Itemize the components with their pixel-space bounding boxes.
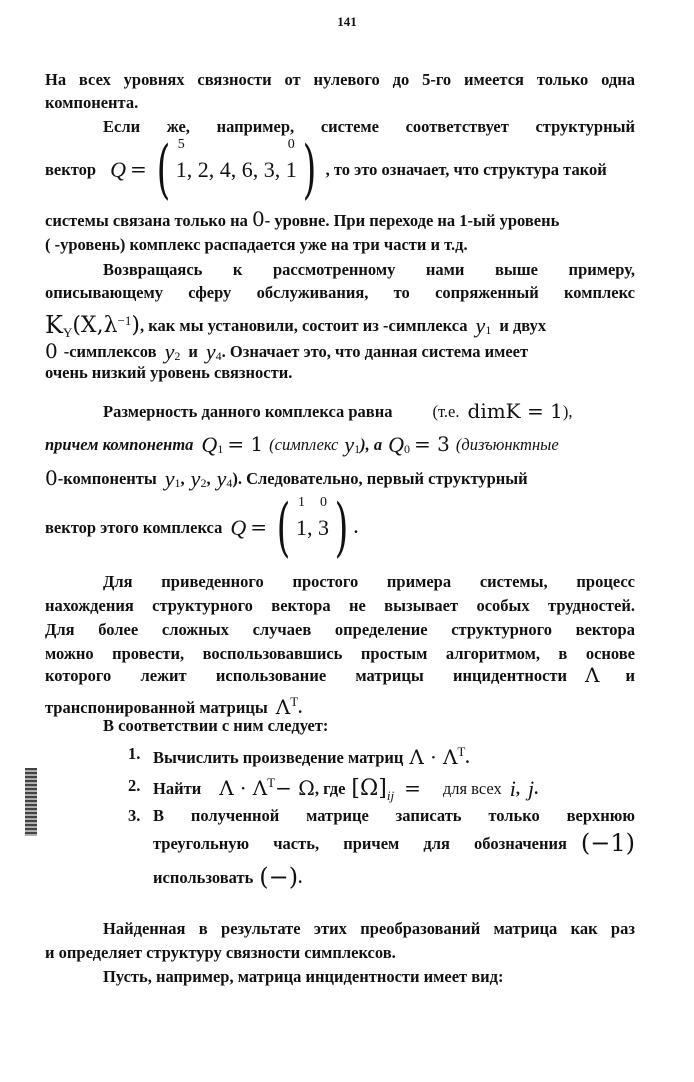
paragraph-5-line-1: Для приведенного простого примера системы, процесс (103, 572, 635, 591)
list-number-2: 2. (128, 776, 141, 795)
paragraph-4-line-4: вектор этого комплекса Q = ( 1 0 1, 3 ) . (45, 491, 359, 565)
K-symbol: K (45, 311, 63, 339)
paragraph-3-line-3: K $_Y$ (X,λ $^{-1}$ ) , как мы установили, состоит из -симплекса y $_1$ и двух (45, 311, 547, 340)
Q-symbol: Q (110, 157, 126, 183)
paragraph-5-line-2: нахождения структурного вектора не вызывает особых трудностей. (45, 596, 635, 615)
scan-margin-mark (25, 768, 37, 836)
paragraph-1-line-2: компонента. (45, 93, 139, 112)
paragraph-7-line-2: и определяет структуру связности симплексов. (45, 943, 396, 962)
paragraph-3-line-1: Возвращаясь к рассмотренному нами выше примеру, (103, 260, 635, 279)
paragraph-7-line-1: Найденная в результате этих преобразований матрица как раз (103, 919, 635, 938)
vector-values: 1, 2, 4, 6, 3, 1 (175, 157, 297, 182)
list-number-3: 3. (128, 806, 141, 825)
zero-symbol: 0 (251, 207, 265, 231)
list-item-3-line-3: использовать (−) . (153, 863, 303, 891)
list-item-1: Вычислить произведение матриц Λ · Λ $^T$ . (153, 744, 470, 769)
structure-vector-line (45, 133, 645, 207)
vector-after-text: , то это означает, что структура такой (325, 160, 607, 180)
paragraph-2-line-4: ( -уровень) комплекс распадается уже на три части и т.д. (45, 235, 468, 254)
paragraph-3-line-2: описывающему сферу обслуживания, то сопряженный комплекс (45, 283, 635, 302)
dimension-formula: dimK = 1 (467, 399, 563, 423)
vector-top-left: 5 (177, 137, 185, 152)
structure-vector-matrix (151, 133, 322, 207)
list-number-1: 1. (128, 744, 141, 763)
paragraph-2-line-1: Если же, например, системе соответствует структурный (103, 117, 635, 136)
paragraph-5-line-6: транспонированной матрицы Λ $^T$ . (45, 694, 303, 719)
list-item-3-line-1: В полученной матрице записать только верхнюю (153, 806, 635, 825)
vector-top-right: 0 (287, 137, 295, 152)
paragraph-6: В соответствии с ним следует: (103, 716, 329, 735)
paragraph-5-line-3: Для более сложных случаев определение структурного вектора (45, 620, 635, 639)
vector-label: вектор (45, 160, 97, 180)
equals-sign: = (129, 157, 147, 182)
paragraph-3-line-5: очень низкий уровень связности. (45, 363, 293, 382)
paragraph-5-line-5: которого лежит использование матрицы инцидентности Λ и (45, 663, 635, 687)
paragraph-4-line-1: Размерность данного комплекса равна (т.е. dimK = 1 ), (103, 399, 573, 423)
paragraph-4-line-2: причем компонента Q $_1$ = 1 (симплекс y $_1$ ), а Q $_0$ = 3 (дизъюнктные (45, 432, 559, 457)
paragraph-1-line-1: На всех уровнях связности от нулевого до 5-го имеется только одна (45, 70, 635, 89)
right-paren: ) (302, 133, 317, 207)
page-number: 141 (337, 14, 357, 29)
paragraph-4-line-3: 0 -компоненты y $_1$ , y $_2$ , y $_4$ ). Следовательно, первый структурный (45, 466, 528, 491)
list-item-3-line-2: треугольную часть, причем для обозначения (−1) (153, 829, 635, 857)
list-item-2: Найти Λ · Λ $^T$ − Ω , где [Ω] $_{ij}$ = для всех i , j . (153, 775, 539, 803)
left-paren: ( (156, 133, 171, 207)
paragraph-3-line-4: 0 -симплексов y $_2$ и y $_4$ . Означает это, что данная система имеет (45, 339, 529, 364)
paragraph-2-line-3: системы связана только на 0- уровне. При переходе на 1-ый уровень (45, 207, 560, 231)
paragraph-5-line-4: можно провести, воспользовавшись простым алгоритмом, в основе (45, 644, 635, 663)
first-structure-vector-matrix: ( 1 0 1, 3 ) (276, 491, 349, 565)
paragraph-8: Пусть, например, матрица инцидентности имеет вид: (103, 967, 504, 986)
